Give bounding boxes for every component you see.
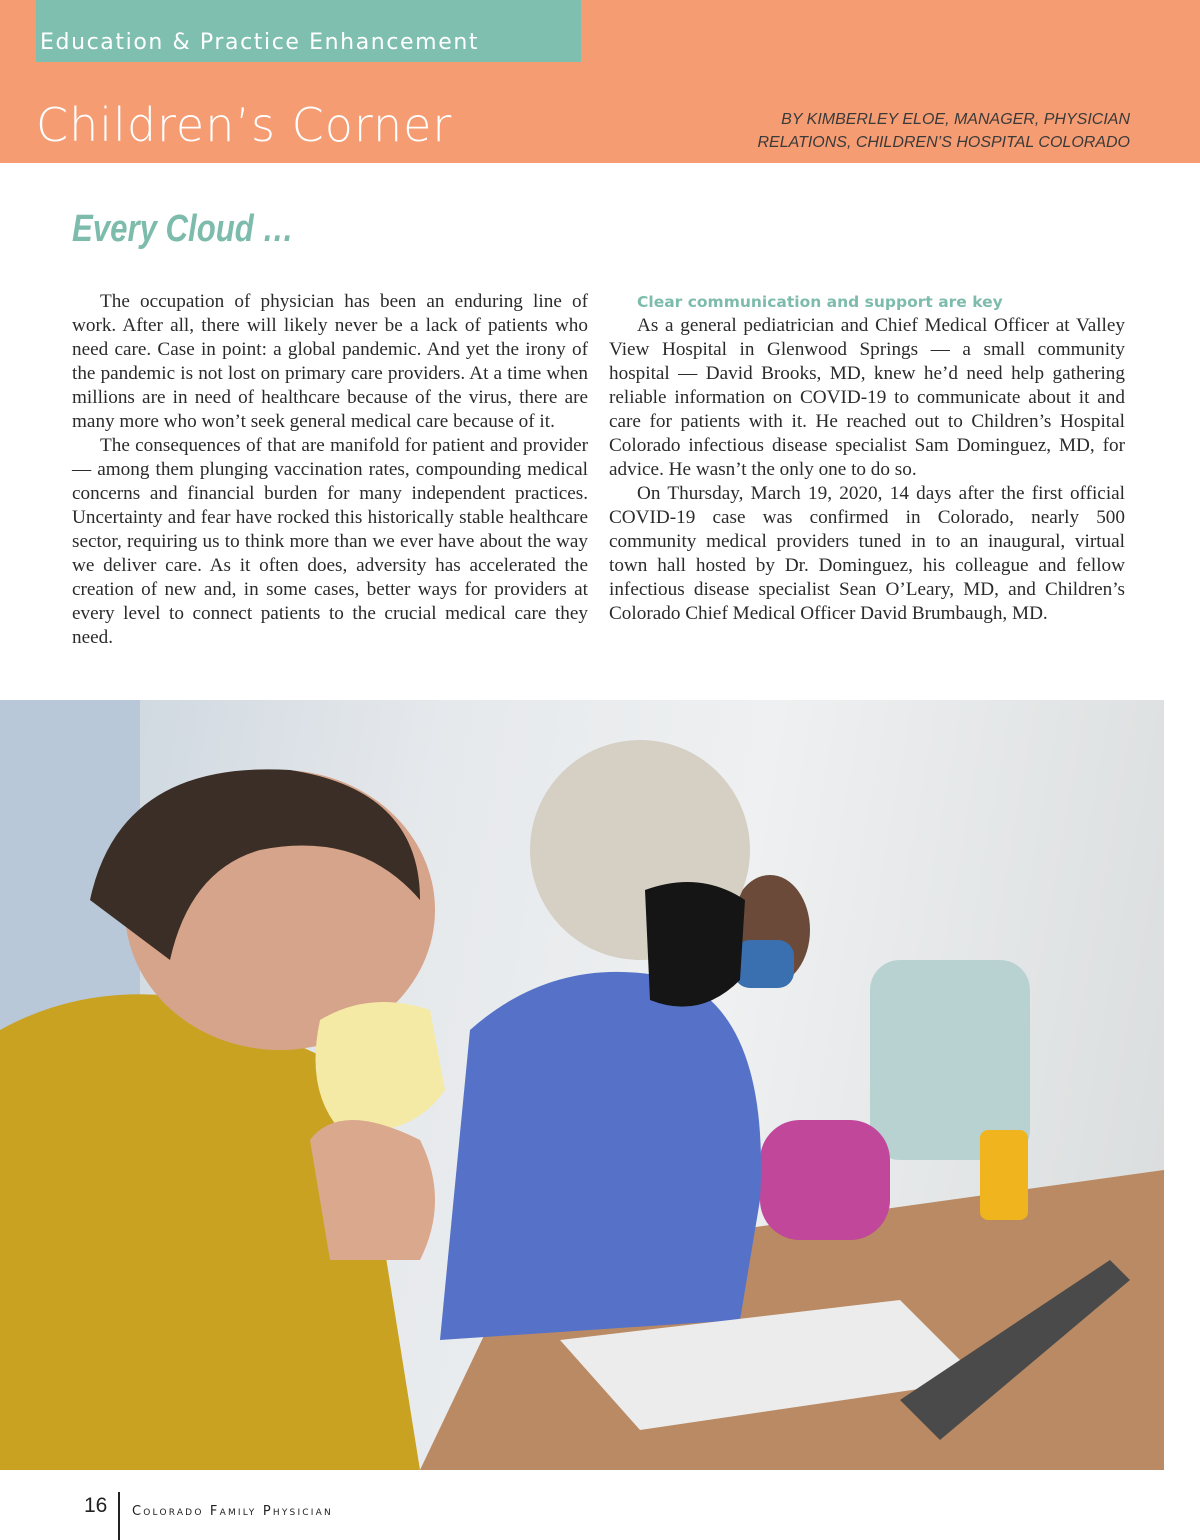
publication-name: Colorado Family Physician [132,1504,333,1519]
face-mask-blue [734,940,794,988]
footer-divider [118,1492,120,1540]
paragraph: On Thursday, March 19, 2020, 14 days after the first official COVID-19 case was confirmed in Colorado, nearly 500 community medical providers tuned in to an inaugural, virtual town hall hosted by Dr. Dominguez, his colleague and fellow infectious disease specialist Sean O’Leary, MD, and Children’s Colorado Chief Medical Officer David Brumbaugh, MD. [609,483,1125,624]
byline [670,108,1130,154]
hand [310,1120,435,1260]
left-column [72,290,588,650]
section-tab [36,0,581,62]
person-blue-shirt [440,972,761,1340]
face-mask-yellow [316,1002,446,1132]
right-column [609,290,1125,626]
subhead: Clear communication and support are key [637,293,1003,311]
byline-line-2: RELATIONS, CHILDREN’S HOSPITAL COLORADO [757,134,1130,151]
article-title: Every Cloud … [72,208,294,250]
person-purple-shirt [760,1120,890,1240]
section-label: Education & Practice Enhancement [40,30,480,55]
page-number: 16 [84,1494,108,1517]
paragraph: The occupation of physician has been an enduring line of work. After all, there will likely never be a lack of patients who need care. Case in point: a global pandemic. And yet the irony of the pandemic is not lost on primary care providers. At a time when millions are in need of healthcare because of the virus, there are many more who won’t seek general medical care because of it. [72,291,588,432]
paragraph: As a general pediatrician and Chief Medical Officer at Valley View Hospital in Glenwood Springs — a small community hospital — David Brooks, MD, knew he’d need help gathering reliable information on COVID-19 to communicate about it and care for patients with it. He reached out to Children’s Hospital Colorado infectious disease specialist Sam Dominguez, MD, for advice. He wasn’t the only one to do so. [609,315,1125,480]
yellow-can [980,1130,1028,1220]
meeting-photo [0,700,1164,1470]
meeting-photo-illustration [0,700,1164,1470]
column-title: Children’s Corner [36,98,453,152]
paragraph: The consequences of that are manifold for patient and provider — among them plunging vaccination rates, compounding medical concerns and financial burden for many independent practices. Uncertainty and fear have rocked this historically stable healthcare sector, requiring us to think more than we ever have about the way we deliver care. As it often does, adversity has accelerated the creation of new and, in some cases, better ways for providers at every level to connect patients to the crucial medical care they need. [72,435,588,648]
byline-line-1: BY KIMBERLEY ELOE, MANAGER, PHYSICIAN [781,111,1130,128]
face-mask-black [645,882,745,1007]
